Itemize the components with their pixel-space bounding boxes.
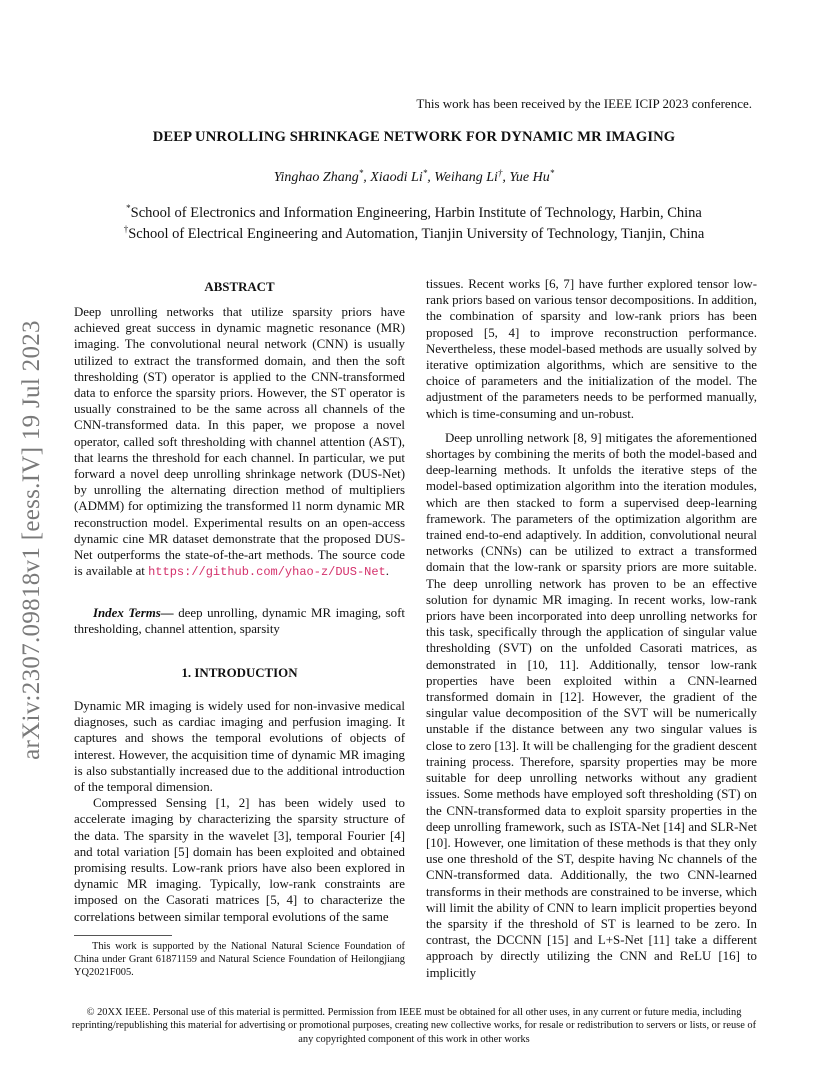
footnote-divider <box>74 935 172 936</box>
affiliation-mark: * <box>126 203 131 213</box>
copyright-notice: © 20XX IEEE. Personal use of this material is permitted. Permission from IEEE must be obtained for all other uses, in any current or future media, including reprinting/republishing this material for advertising or promotional purposes, creating new collective works, for resale or redistribution to servers or lists, or reuse of any copyrighted component of this work in other works <box>71 1007 757 1045</box>
affiliation <box>0 205 828 222</box>
right-column <box>426 276 757 981</box>
author-mark: * <box>422 168 428 178</box>
affiliation <box>0 226 828 243</box>
paper-title: DEEP UNROLLING SHRINKAGE NETWORK FOR DYNAMIC MR IMAGING <box>152 129 676 145</box>
author-name: Xiaodi Li <box>370 170 423 185</box>
author-name: Yinghao Zhang <box>273 170 359 185</box>
source-code-link[interactable]: https://github.com/yhao-z/DUS-Net <box>148 565 386 580</box>
index-terms <box>74 605 405 637</box>
author-mark: * <box>549 168 555 178</box>
paragraph: Compressed Sensing [1, 2] has been widely used to accelerate imaging by characterizing the sparsity structure of the data. The sparsity in the wavelet [3], temporal Fourier [4] and total variation [5] domain has been exploited and obtained promising results. Low-rank priors have also been explored in dynamic MR imaging. Typically, low-rank constraints are imposed on the Casorati matrices [5, 4] to characterize the correlations between similar temporal evolutions of the same <box>74 796 405 924</box>
affiliation-text: School of Electrical Engineering and Automation, Tianjin University of Technology, Tianjin, China <box>128 226 705 242</box>
abstract-heading: ABSTRACT <box>204 280 275 294</box>
funding-footnote: This work is supported by the National Natural Science Foundation of China under Grant 61871159 and Natural Science Foundation of Heilongjiang YQ2021F005. <box>74 941 405 979</box>
index-terms-label: Index Terms— <box>93 606 174 620</box>
author-name: Yue Hu <box>509 170 550 185</box>
paragraph: Deep unrolling network [8, 9] mitigates the aforementioned shortages by combining the merits of both the model-based and deep-learning methods. It unfolds the iterative steps of the model-based optimization algorithm into the iteration modules, which are then stacked to form a supervised deep-learning framework. The parameters of the optimization algorithm are trained end-to-end adaptively. In addition, convolutional neural networks (CNNs) can be utilized to extract a transformed domain that the low-rank or sparsity priors are more suitable. The deep unrolling network has proven to be an effective solution for dynamic MR imaging. In recent works, low-rank priors have been incorporated into deep unrolling networks for this task, specifically through the application of singular value thresholding (SVT) on the unfolded Casorati matrices, as demonstrated in [10, 11]. Additionally, tensor low-rank properties have been exploited within a CNN-learned transformed domain in [12]. However, the gradient of the singular value decomposition of the SVT will be numerically unstable if the distance between any two singular values is close to zero [13]. It will be challenging for the gradient descent training process. Therefore, sparsity properties may be more suitable for deep unrolling networks without any gradient issues. Some methods have employed soft thresholding (ST) on the CNN-transformed data to exploit sparsity properties in the deep unrolling framework, such as ISTA-Net [14] and SLR-Net [10]. However, one limitation of these methods is that they only use one threshold of the ST, despite having Nc channels of the CNN-transformed data. Additionally, the two CNN-learned transforms in their methods are constrained to be inverse, which will limit the ability of CNN to learn implicit properties beyond the sparsity if the threshold of ST is learned to be zero. In contrast, the DCCNN [15] and L+S-Net [11] take a different approach by directly utilizing the CNN and ReLU [16] to implicitly <box>426 430 757 980</box>
introduction-body <box>74 698 405 925</box>
arxiv-identifier: arXiv:2307.09818v1 [eess.IV] 19 Jul 2023 <box>18 320 45 760</box>
abstract-end: . <box>385 564 389 579</box>
abstract-body <box>74 304 405 580</box>
paragraph: tissues. Recent works [6, 7] have further explored tensor low-rank priors based on various tensor decompositions. In addition, the combination of sparsity and low-rank priors has been proposed [5, 4] to improve reconstruction performance. Nevertheless, these model-based methods are usually solved by iterative optimization algorithms, which are sensitive to the choice of parameters and the initialization of the model. The adjustment of the parameters needs to be performed manually, which is time-consuming and un-robust. <box>426 277 757 421</box>
affiliation-text: School of Electronics and Information Engineering, Harbin Institute of Technology, Harbin, China <box>130 205 702 221</box>
affiliation-mark: † <box>123 224 129 234</box>
section-heading: 1. INTRODUCTION <box>181 666 298 680</box>
abstract-text: Deep unrolling networks that utilize sparsity priors have achieved great success in dynamic magnetic resonance (MR) imaging. The convolutional neural network (CNN) is usually utilized to extract the transformed domain, and then the soft thresholding (ST) operator is applied to the CNN-transformed data to enforce the sparsity priors. However, the ST operator is usually constrained to be the same across all channels of the CNN-transformed data. In this paper, we propose a novel operator, called soft thresholding with channel attention (AST), that learns the threshold for each channel. In particular, we put forward a novel deep unrolling shrinkage network (DUS-Net) by unrolling the alternating direction method of multipliers (ADMM) for optimizing the transformed l1 norm dynamic MR reconstruction model. Experimental results on an open-access dynamic cine MR dataset demonstrate that the proposed DUS-Net outperforms the state-of-the-art methods. The source code is available at <box>74 305 405 579</box>
index-terms-text: deep unrolling, dynamic MR imaging, soft thresholding, channel attention, sparsity <box>74 606 405 637</box>
author-mark: * <box>358 168 364 178</box>
conference-notice: This work has been received by the IEEE ICIP 2023 conference. <box>416 96 752 111</box>
author-list: Yinghao Zhang*, Xiaodi Li*, Weihang Li†, Yue Hu* <box>273 168 555 185</box>
paragraph: Dynamic MR imaging is widely used for non-invasive medical diagnoses, such as cardiac imaging and perfusion imaging. It captures and shows the temporal evolutions of objects of interest. However, the acquisition time of dynamic MR imaging is also substantially increased due to the additional introduction of the temporal dimension. <box>74 699 405 795</box>
author-name: Weihang Li <box>434 170 498 185</box>
author-mark: † <box>497 168 503 178</box>
